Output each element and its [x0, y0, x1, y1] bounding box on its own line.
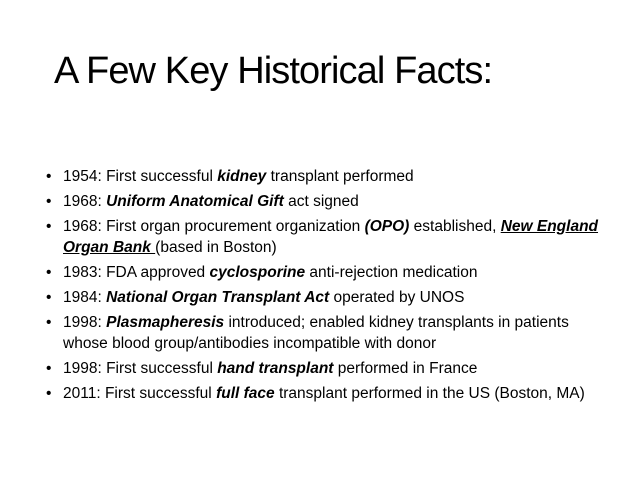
bullet-icon: • — [46, 314, 52, 331]
bullet-icon: • — [46, 264, 52, 281]
organ-bank-link: New England Organ Bank — [63, 218, 599, 256]
bullet-icon: • — [46, 168, 52, 185]
bullet-icon: • — [46, 193, 52, 210]
list-item: • 1954: First successful kidney transplant performed — [46, 168, 414, 185]
bullet-icon: • — [46, 218, 52, 235]
list-item: • 1983: FDA approved cyclosporine anti-rejection medication — [46, 264, 478, 281]
list-item: • 1984: National Organ Transplant Act operated by UNOS — [46, 289, 465, 306]
fact-list — [44, 166, 614, 408]
slide-title: A Few Key Historical Facts: — [54, 50, 493, 92]
list-item: • 1998: First successful hand transplant performed in France — [46, 360, 478, 377]
bullet-icon: • — [46, 385, 52, 402]
list-item: • 1968: First organ procurement organization (OPO) established, New England Organ Bank (based in Boston) — [46, 218, 599, 256]
list-item: • 1998: Plasmapheresis introduced; enabled kidney transplants in patients whose blood group/antibodies incompatible with donor — [46, 314, 569, 352]
list-item: • 2011: First successful full face transplant performed in the US (Boston, MA) — [46, 385, 585, 402]
bullet-icon: • — [46, 360, 52, 377]
bullet-icon: • — [46, 289, 52, 306]
list-item: • 1968: Uniform Anatomical Gift act signed — [46, 193, 359, 210]
